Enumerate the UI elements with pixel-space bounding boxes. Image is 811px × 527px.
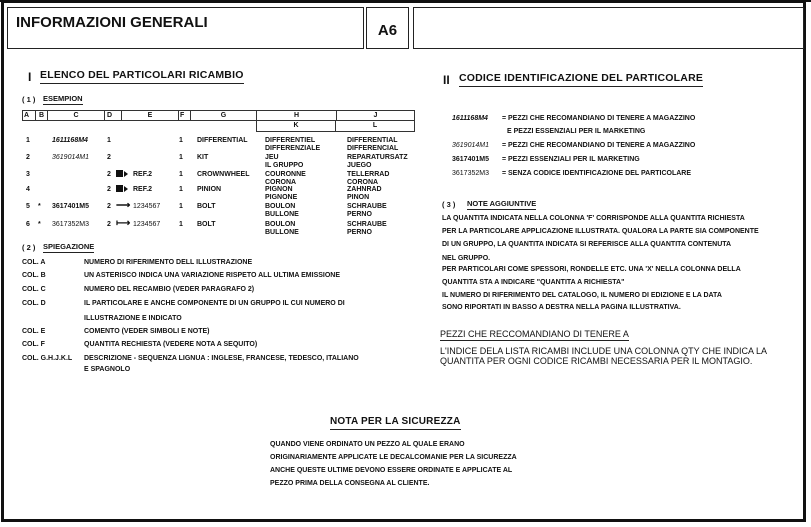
- cell-l: DIFFERENCIAL: [347, 144, 399, 152]
- cell-d: 2: [107, 221, 111, 228]
- safety-line: ANCHE QUESTE ULTIME DEVONO ESSERE ORDINATE E APPLICATE AL: [270, 467, 513, 474]
- cell-a: 3: [26, 171, 30, 178]
- note-line: QUANTITA STA A INDICARE "QUANTITA A RICHIESTA": [442, 279, 625, 286]
- cell-k: DIFFERENZIALE: [265, 144, 321, 152]
- explanation-text: NUMERO DEL RECAMBIO (VEDER PARAGRAFO 2): [84, 286, 255, 293]
- cell-l: PERNO: [347, 210, 372, 218]
- cell-g: PINION: [197, 186, 222, 193]
- legend-row: [452, 156, 640, 163]
- cell-a: 4: [26, 186, 30, 193]
- legend-text: = PEZZI ESSENZIALI PER IL MARKETING: [501, 156, 640, 163]
- parts-table-subheader: [256, 121, 415, 132]
- cell-h: BOULON: [265, 221, 296, 228]
- cell-b: *: [38, 203, 41, 210]
- cell-f: 1: [179, 203, 183, 210]
- legend-code: 1611168M4: [452, 115, 488, 122]
- subsection-1-title: ESEMPION: [43, 94, 83, 103]
- section-1-numeral: I: [28, 70, 32, 84]
- explanation-key: COL. G.H.J.K.L: [22, 355, 73, 362]
- note-line: DI UN GRUPPO, LA QUANTITA INDICATA SI REFERISCE ALLA QUANTITA CONTENUTA: [442, 241, 732, 248]
- cell-l: CORONA: [347, 178, 379, 186]
- section-code-text: A6: [377, 22, 398, 39]
- col-b-header: B: [36, 111, 48, 120]
- col-g-header: G: [191, 111, 257, 120]
- recommend-line: L'INDICE DELA LISTA RICAMBI INCLUDE UNA COLONNA QTY CHE INDICA LA: [440, 346, 767, 356]
- bar-arrow-right-icon: ⟼: [116, 218, 131, 229]
- col-d-header: D: [105, 111, 122, 120]
- cell-k: PIGNONE: [265, 193, 298, 201]
- cell-a: 5: [26, 203, 30, 210]
- legend-row: [452, 115, 695, 122]
- cell-a: 1: [26, 137, 30, 144]
- cell-j: SCHRAUBE: [347, 221, 387, 228]
- safety-line: ORIGINARIAMENTE APPLICATE LE DECALCOMANIE PER LA SICUREZZA: [270, 454, 517, 461]
- cell-a: 6: [26, 221, 30, 228]
- cell-f: 1: [179, 171, 183, 178]
- safety-line: PEZZO PRIMA DELLA CONSEGNA AL CLIENTE.: [270, 480, 430, 487]
- cell-j: DIFFERENTIAL: [347, 137, 398, 144]
- safety-title: NOTA PER LA SICUREZZA: [330, 416, 461, 430]
- recommend-line: QUANTITA PER OGNI CODICE RICAMBI NECESSARIA PER IL MONTAGIO.: [440, 356, 753, 366]
- legend-row: [452, 170, 691, 177]
- header-blank-box: [413, 7, 804, 49]
- note-line: LA QUANTITA INDICATA NELLA COLONNA 'F' CORRISPONDE ALLA QUANTITA RICHIESTA: [442, 215, 745, 222]
- col-c-header: C: [48, 111, 105, 120]
- col-h-header: H: [257, 111, 337, 120]
- explanation-text: COMENTO (VEDER SIMBOLI E NOTE): [84, 328, 210, 335]
- col-f-header: F: [179, 111, 191, 120]
- cell-e: REF.2: [133, 186, 153, 193]
- page-title: [7, 7, 364, 49]
- cell-e: 1234567: [133, 221, 161, 228]
- legend-text: = PEZZI CHE RECOMANDIANO DI TENERE A MAGAZZINO: [501, 115, 696, 122]
- cell-k: BULLONE: [265, 228, 299, 236]
- cell-d: 1: [107, 137, 111, 144]
- cell-j: SCHRAUBE: [347, 203, 387, 210]
- cell-f: 1: [179, 186, 183, 193]
- col-e-header: E: [122, 111, 179, 120]
- cell-c: 3617401M5: [52, 203, 89, 210]
- note-line: PER PARTICOLARI COME SPESSORI, RONDELLE ETC. UNA 'X' NELLA COLONNA DELLA: [442, 266, 741, 273]
- note-line: IL NUMERO DI RIFERIMENTO DEL CATALOGO, IL NUMERO DI EDIZIONE E LA DATA: [442, 292, 722, 299]
- subsection-2-title: SPIEGAZIONE: [43, 242, 95, 251]
- explanation-key: COL. A: [22, 259, 46, 266]
- legend-text: = PEZZI CHE RECOMANDIANO DI TENERE A MAGAZZINO: [501, 142, 696, 149]
- cell-j: ZAHNRAD: [347, 186, 382, 193]
- cell-h: JEU: [265, 154, 279, 161]
- cell-b: *: [38, 221, 41, 228]
- cell-k: BULLONE: [265, 210, 299, 218]
- cell-d: 2: [107, 154, 111, 161]
- col-l-header: L: [372, 122, 378, 129]
- cell-l: JUEGO: [347, 161, 372, 169]
- note-line: NEL GRUPPO.: [442, 255, 491, 262]
- legend-code: 3617352M3: [452, 170, 489, 177]
- notes-number: ( 3 ): [442, 200, 456, 209]
- cell-f: 1: [179, 221, 183, 228]
- legend-row-continued: [507, 128, 645, 135]
- box-arrow-icon: [116, 170, 131, 178]
- explanation-text: QUANTITA RECHIESTA (VEDERE NOTA A SEQUITO): [84, 341, 258, 348]
- cell-g: KIT: [197, 154, 209, 161]
- cell-j: TELLERRAD: [347, 171, 390, 178]
- cell-e: 1234567: [133, 203, 161, 210]
- explanation-key: COL. B: [22, 272, 46, 279]
- section-2-numeral: II: [443, 73, 450, 87]
- cell-f: 1: [179, 154, 183, 161]
- cell-a: 2: [26, 154, 30, 161]
- legend-row: [452, 142, 695, 149]
- legend-code: 3617401M5: [452, 156, 489, 163]
- cell-h: DIFFERENTIEL: [265, 137, 316, 144]
- cell-k: CORONA: [265, 178, 297, 186]
- explanation-text: NUMERO DI RIFERIMENTO DELL ILLUSTRAZIONE: [84, 259, 253, 266]
- arrow-right-icon: ⟶: [116, 200, 131, 211]
- section-code: [366, 7, 409, 49]
- cell-l: PINON: [347, 193, 370, 201]
- cell-j: REPARATURSATZ: [347, 154, 408, 161]
- legend-text: = SENZA CODICE IDENTIFICAZIONE DEL PARTICOLARE: [501, 170, 692, 177]
- explanation-text: DESCRIZIONE - SEQUENZA LIGNUA : INGLESE, FRANCESE, TEDESCO, ITALIANO: [84, 355, 359, 362]
- cell-h: PIGNON: [265, 186, 293, 193]
- note-line: PER LA PARTICOLARE APPLICAZIONE ILLUSTRATA. QUALORA LA PARTE SIA COMPONENTE: [442, 228, 759, 235]
- explanation-text: IL PARTICOLARE E ANCHE COMPONENTE DI UN GRUPPO IL CUI NUMERO DI: [84, 300, 345, 307]
- cell-f: 1: [179, 137, 183, 144]
- cell-e: REF.2: [133, 171, 153, 178]
- cell-d: 2: [107, 171, 111, 178]
- cell-g: BOLT: [197, 203, 216, 210]
- section-2-title: CODICE IDENTIFICAZIONE DEL PARTICOLARE: [459, 72, 703, 87]
- cell-g: DIFFERENTIAL: [197, 137, 248, 144]
- explanation-text: UN ASTERISCO INDICA UNA VARIAZIONE RISPETO ALL ULTIMA EMISSIONE: [84, 272, 341, 279]
- explanation-key: COL. C: [22, 286, 46, 293]
- legend-code: 3619014M1: [452, 142, 489, 149]
- cell-c: 3617352M3: [52, 221, 89, 228]
- page-title-text: INFORMAZIONI GENERALI: [16, 14, 208, 31]
- subsection-1-number: ( 1 ): [22, 95, 36, 104]
- cell-h: COURONNE: [265, 171, 306, 178]
- cell-d: 2: [107, 203, 111, 210]
- box-arrow-icon: [116, 185, 131, 193]
- col-a-header: A: [23, 111, 36, 120]
- cell-d: 2: [107, 186, 111, 193]
- explanation-text: E SPAGNOLO: [84, 366, 131, 373]
- col-j-header: J: [373, 112, 378, 119]
- col-k-header: K: [257, 121, 336, 131]
- cell-c: 3619014M1: [52, 154, 89, 161]
- subsection-2-number: ( 2 ): [22, 243, 36, 252]
- cell-c: 1611168M4: [52, 137, 88, 144]
- parts-table-header: [22, 110, 415, 121]
- notes-title: NOTE AGGIUNTIVE: [467, 199, 537, 208]
- note-line: SONO RIPORTATI IN BASSO A DESTRA NELLA PAGINA ILLUSTRATIVA.: [442, 304, 681, 311]
- cell-g: CROWNWHEEL: [197, 171, 250, 178]
- cell-l: PERNO: [347, 228, 372, 236]
- safety-line: QUANDO VIENE ORDINATO UN PEZZO AL QUALE ERANO: [270, 441, 465, 448]
- cell-k: IL GRUPPO: [265, 161, 304, 169]
- legend-text: E PEZZI ESSENZIALI PER IL MARKETING: [507, 128, 646, 135]
- recommend-title: PEZZI CHE RECCOMANDIANO DI TENERE A: [440, 329, 629, 339]
- explanation-key: COL. E: [22, 328, 46, 335]
- explanation-key: COL. F: [22, 341, 45, 348]
- cell-g: BOLT: [197, 221, 216, 228]
- section-1-title: ELENCO DEL PARTICOLARI RICAMBIO: [40, 69, 244, 84]
- explanation-text: ILLUSTRAZIONE E INDICATO: [84, 315, 182, 322]
- explanation-key: COL. D: [22, 300, 46, 307]
- cell-h: BOULON: [265, 203, 296, 210]
